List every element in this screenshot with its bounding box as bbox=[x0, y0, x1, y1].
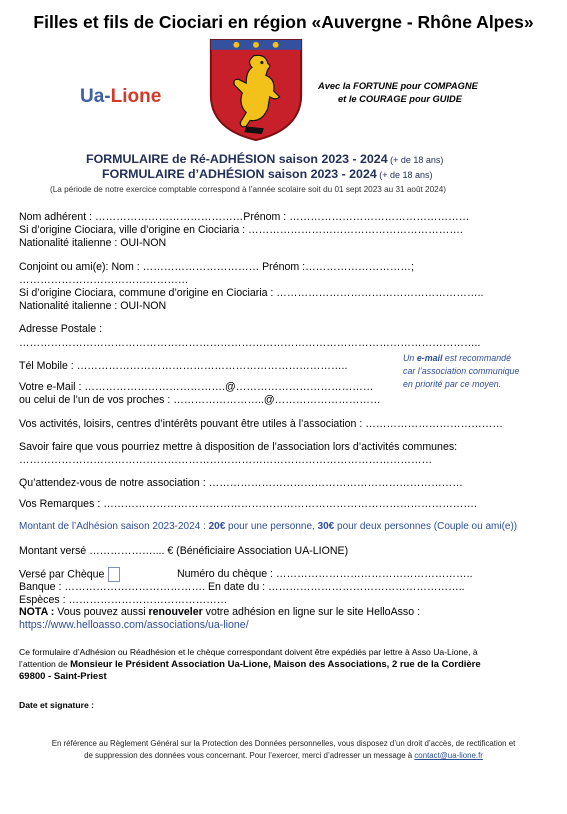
origine-field[interactable]: Si d’origine Ciociara, ville d’origine en Ciociaria : ……………………………………………………. bbox=[19, 224, 463, 236]
cheque-label: Versé par Chèque bbox=[19, 568, 105, 581]
ua-lione-logo bbox=[80, 86, 161, 108]
mailing-line-2 bbox=[19, 658, 481, 671]
logo-ua: Ua- bbox=[80, 86, 111, 107]
email-note-1a: Un bbox=[403, 353, 417, 363]
form-title-readhesion bbox=[86, 152, 443, 166]
mailing-line-3: 69800 - Saint-Priest bbox=[19, 671, 107, 682]
montant-a: Montant de l’Adhésion saison 2023-2024 : bbox=[19, 521, 209, 532]
montant-e: pour deux personnes (Couple ou ami(e)) bbox=[334, 521, 518, 532]
origine-conjoint-field[interactable]: Si d’origine Ciociara, commune d’origine en Ciociaria : ………………………………………………….. bbox=[19, 287, 484, 299]
form-title-line-1-note: (+ de 18 ans) bbox=[387, 155, 444, 165]
gdpr-footer bbox=[0, 738, 567, 762]
mailing-2b: Monsieur le Président Association Ua-Lione, Maison des Associations, 2 rue de la Cordière bbox=[70, 659, 481, 670]
contact-email-link[interactable]: contact@ua-lione.fr bbox=[414, 751, 483, 760]
nationalite-conjoint-field[interactable]: Nationalité italienne : OUI-NON bbox=[19, 300, 167, 312]
montant-adhesion bbox=[19, 521, 517, 533]
numero-cheque-field[interactable]: Numéro du chèque : ……………………………………………….. bbox=[177, 568, 473, 580]
motto-line-1: Avec la FORTUNE pour COMPAGNE bbox=[318, 81, 478, 91]
adresse-label: Adresse Postale : bbox=[19, 323, 103, 335]
nota-label: NOTA : bbox=[19, 606, 58, 618]
form-title-line-2-note: (+ de 18 ans) bbox=[376, 170, 433, 180]
email-proche-field[interactable]: ou celui de l’un de vos proches : ……………………..@………………………… bbox=[19, 394, 381, 406]
date-signature: Date et signature : bbox=[19, 700, 94, 710]
conjoint-field-cont[interactable]: ………………………………………… bbox=[19, 274, 189, 286]
footer-line-1: En référence au Règlement Général sur la Protection des Données personnelles, vous disposez d’un droit d’accès, de rectification et bbox=[51, 739, 516, 748]
helloasso-link[interactable]: https://www.helloasso.com/associations/ua-lione/ bbox=[19, 619, 249, 631]
montant-verse-field[interactable]: Montant versé ……………….... € (Bénéficiaire Association UA-LIONE) bbox=[19, 545, 349, 557]
email-note-1b: e-mail bbox=[416, 353, 443, 363]
montant-c: pour une personne, bbox=[225, 521, 318, 532]
nationalite-field[interactable]: Nationalité italienne : OUI-NON bbox=[19, 237, 167, 249]
form-title-line-2: FORMULAIRE d’ADHÉSION saison 2023 - 2024 bbox=[102, 167, 377, 181]
motto bbox=[318, 80, 478, 106]
activites-field[interactable]: Vos activités, loisirs, centres d’intérêts pouvant être utiles à l’association : ………………………………… bbox=[19, 418, 503, 430]
savoir-faire-field[interactable]: ……………………………………………………………………………………………………… bbox=[19, 454, 433, 466]
form-title-line-1: FORMULAIRE de Ré-ADHÉSION saison 2023 - 2024 bbox=[86, 152, 388, 166]
nom-field[interactable]: Nom adhérent : ……………………………………Prénom : …………………………………………… bbox=[19, 211, 470, 223]
nota bbox=[19, 606, 420, 618]
email-note-line-2: car l’association communique bbox=[403, 366, 520, 376]
attentes-field[interactable]: Qu’attendez-vous de notre association : ……………………………………………………………… bbox=[19, 477, 463, 489]
period-note: (La période de notre exercice comptable correspond à l’année scolaire soit du 01 sept 2023 au 31 août 2024) bbox=[50, 185, 446, 194]
email-note-line-3: en priorité par ce moyen. bbox=[403, 379, 502, 389]
email-field[interactable]: Votre e-Mail : ………………………………….@………………………………… bbox=[19, 381, 374, 393]
cheque-row bbox=[19, 567, 120, 582]
page-title: Filles et fils de Ciociari en région «Auvergne - Rhône Alpes» bbox=[33, 12, 534, 32]
email-note-line-1 bbox=[403, 352, 519, 365]
email-note bbox=[403, 352, 519, 391]
logo-lione: Lione bbox=[110, 86, 162, 107]
form-title-adhesion bbox=[102, 167, 433, 181]
banque-field[interactable]: Banque : …………………………………. En date du : ……………………………………………….. bbox=[19, 581, 465, 593]
savoir-faire-label: Savoir faire que vous pourriez mettre à disposition de l’association lors d’activités communes: bbox=[19, 441, 458, 453]
email-note-1c: est recommandé bbox=[442, 353, 512, 363]
remarques-field[interactable]: Vos Remarques : ……………………………………………………………………………………………. bbox=[19, 498, 477, 510]
mailing-line-1: Ce formulaire d’Adhésion ou Réadhésion et le chèque correspondant doivent être expédiés par lettre à Asso Ua-Lione, à bbox=[19, 647, 478, 657]
montant-b: 20€ bbox=[208, 521, 226, 532]
tel-field[interactable]: Tél Mobile : ………………………………………………………………….. bbox=[19, 360, 348, 372]
mailing-2a: l’attention de bbox=[19, 659, 71, 669]
lion-crest-icon bbox=[205, 36, 307, 144]
footer-line-2 bbox=[0, 750, 567, 762]
conjoint-field[interactable]: Conjoint ou ami(e): Nom : …………………………… Prénom :…………………………; bbox=[19, 261, 414, 273]
cheque-checkbox[interactable] bbox=[108, 567, 120, 582]
footer-2-text: de suppression des données vous concernant. Pour l’exercer, merci d’adresser un message à bbox=[84, 751, 415, 760]
nota-t1: Vous pouvez aussi bbox=[57, 606, 149, 618]
adresse-field[interactable]: ………………………………………………………………………………………………………………….. bbox=[19, 337, 481, 349]
nota-t3: votre adhésion en ligne sur le site HelloAsso : bbox=[202, 606, 421, 618]
especes-field[interactable]: Espèces : ……………………………………… bbox=[19, 594, 228, 606]
motto-line-2: et le COURAGE pour GUIDE bbox=[338, 94, 462, 104]
nota-t2: renouveler bbox=[148, 606, 203, 618]
montant-d: 30€ bbox=[317, 521, 335, 532]
